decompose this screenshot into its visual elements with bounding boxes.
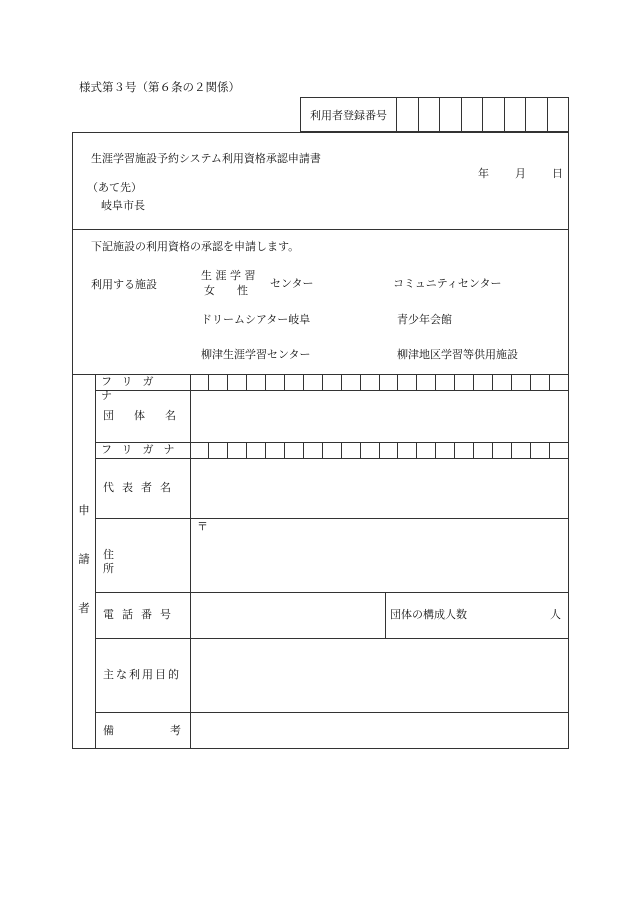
facility-shogai-line1: 生 涯 学 習 [201, 269, 256, 282]
remarks-field[interactable] [191, 713, 568, 748]
furigana-label-2-text: フリガナ [101, 443, 185, 456]
facility-yanaizu-area[interactable]: 柳津地区学習等供用施設 [397, 348, 518, 361]
facility-youth-hall[interactable]: 青少年会館 [397, 313, 452, 326]
applicant-section-char-2: 請 [78, 552, 90, 566]
group-name-field[interactable] [191, 391, 568, 442]
registration-number-box [300, 97, 569, 132]
phone-divider [385, 592, 386, 638]
facility-community-center[interactable]: コミュニティセンター [393, 277, 502, 290]
date-month-label: 月 [515, 167, 526, 180]
registration-digit-8[interactable] [548, 98, 569, 131]
applicant-section-char-1: 申 [78, 503, 90, 517]
registration-digit-2[interactable] [419, 98, 441, 131]
date-year-label: 年 [478, 167, 489, 180]
application-statement: 下記施設の利用資格の承認を申請します。 [91, 240, 300, 253]
furigana-label-1 [101, 375, 184, 403]
registration-digit-6[interactable] [505, 98, 527, 131]
form-number: 様式第３号（第６条の２関係） [79, 80, 240, 94]
address-label [103, 548, 186, 576]
representative-field[interactable] [191, 459, 568, 518]
representative-label: 代表者名 [103, 481, 179, 494]
address-label-text: 住所 [103, 548, 170, 575]
purpose-field[interactable] [191, 639, 568, 712]
form-title: 生涯学習施設予約システム利用資格承認申請書 [91, 152, 321, 165]
registration-digit-4[interactable] [462, 98, 484, 131]
facilities-label: 利用する施設 [91, 278, 157, 291]
registration-digit-1[interactable] [397, 98, 419, 131]
phone-label: 電話番号 [103, 608, 179, 621]
members-unit: 人 [550, 608, 561, 621]
furigana-label-2 [101, 443, 184, 457]
remarks-label: 備考 [103, 724, 237, 737]
purpose-label: 主な利用目的 [103, 668, 181, 681]
postal-mark: 〒 [197, 520, 208, 533]
date-day-label: 日 [552, 167, 563, 180]
phone-field[interactable] [191, 593, 384, 638]
facility-center-suffix: センター [270, 277, 314, 290]
furigana-cells-2[interactable] [190, 442, 569, 458]
facility-yanaizu-center[interactable]: 柳津生涯学習センター [201, 348, 311, 361]
applicant-col-divider [95, 374, 96, 749]
group-name-label: 団体名 [103, 409, 196, 422]
registration-digit-3[interactable] [440, 98, 462, 131]
furigana-cells-1[interactable] [190, 374, 569, 390]
divider-header [72, 229, 569, 230]
furigana-label-1-text: フリガナ [101, 375, 164, 402]
address-field[interactable] [191, 519, 568, 592]
addressee-label: （あて先） [87, 181, 142, 194]
registration-digit-7[interactable] [526, 98, 548, 131]
facility-josei-line2: 女 性 [204, 284, 248, 297]
registration-digit-5[interactable] [483, 98, 505, 131]
facility-dream-theater[interactable]: ドリームシアター岐阜 [201, 313, 311, 326]
applicant-section-char-3: 者 [78, 601, 90, 615]
registration-number-label: 利用者登録番号 [301, 98, 397, 131]
addressee: 岐阜市長 [101, 199, 145, 212]
members-label: 団体の構成人数 [390, 608, 467, 621]
